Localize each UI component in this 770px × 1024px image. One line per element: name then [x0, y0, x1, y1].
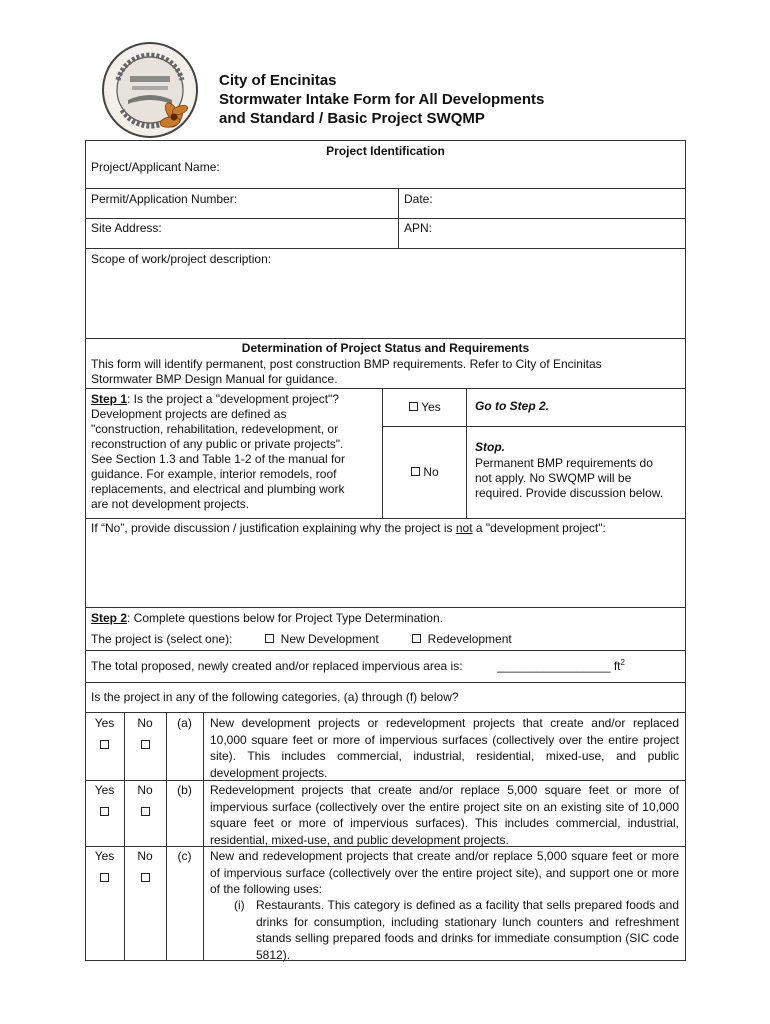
checkbox-icon[interactable] [141, 807, 150, 816]
step2-instruction-text: : Complete questions below for Project Type Determination. [127, 611, 443, 625]
option-redevelopment-label: Redevelopment [427, 632, 512, 646]
category-b-letter: (b) [177, 783, 192, 797]
step1-line: Development projects are defined as [91, 407, 287, 421]
column-divider [166, 712, 167, 961]
step1-line: guidance. For example, interior remodels, roof [91, 467, 337, 481]
column-divider [382, 388, 383, 518]
category-a-text: New development projects or redevelopment projects that create and/or replaced 10,000 square feet or more of impervious surfaces (collectively over the entire project site). This includes commercial, industrial, residential, mixed-use, and public development projects. [210, 716, 679, 780]
category-a-yes-label: Yes [94, 716, 115, 730]
section-heading-determination: Determination of Project Status and Requirements [241, 341, 530, 355]
checkbox-icon[interactable] [100, 807, 109, 816]
checkbox-icon[interactable] [141, 873, 150, 882]
option-new-development[interactable] [265, 632, 379, 647]
checkbox-icon[interactable] [411, 467, 420, 476]
step1-line: replacements, and electrical and plumbing work [91, 482, 345, 496]
category-c-text: New and redevelopment projects that create and/or replace 5,000 square feet or more of impervious surface (collectively over the entire project site), and support one or more of the following uses: [210, 849, 679, 896]
category-c-sub-number: (i) [234, 898, 245, 912]
row-divider [382, 426, 686, 427]
step1-no-result-title: Stop. [475, 440, 505, 454]
row-divider [85, 388, 686, 389]
checkbox-icon[interactable] [412, 634, 421, 643]
project-type-select-label: The project is (select one): [91, 632, 233, 646]
row-divider [85, 682, 686, 683]
title-line-1: City of Encinitas [219, 72, 337, 89]
determination-intro-line-2: Stormwater BMP Design Manual for guidance. [91, 372, 338, 386]
row-divider [85, 607, 686, 608]
category-c-sub-text: Restaurants. This category is defined as a facility that sells prepared foods and drinks for consumption, including stationary lunch counters and refreshment stands selling prepared foods and drinks for immediate consumption (SIC code 5812). [256, 898, 679, 962]
city-seal-logo [100, 40, 200, 140]
category-a-no-checkbox[interactable] [124, 738, 166, 753]
step1-line: reconstruction of any public or private projects". [91, 437, 344, 451]
row-divider [85, 218, 686, 219]
apn-label: APN: [404, 221, 433, 235]
category-c-letter: (c) [177, 849, 192, 863]
discussion-not: not [455, 521, 473, 535]
table-right-border [685, 140, 686, 961]
step1-no-result-line: required. Provide discussion below. [475, 486, 664, 500]
area-unit-exponent: 2 [620, 658, 625, 667]
category-b-yes-label: Yes [94, 783, 115, 797]
row-divider [85, 518, 686, 519]
step1-question [91, 392, 339, 407]
form-title [219, 71, 544, 128]
step1-label: Step 1 [91, 392, 128, 406]
category-b-no-label: No [137, 783, 153, 797]
impervious-area-label: The total proposed, newly created and/or replaced impervious area is: [91, 659, 463, 673]
step1-no-result-line: not apply. No SWQMP will be [475, 471, 632, 485]
row-divider [85, 338, 686, 339]
impervious-area-field[interactable] [497, 659, 625, 674]
step1-line: See Section 1.3 and Table 1-2 of the manual for [91, 452, 345, 466]
category-b-text: Redevelopment projects that create and/or replace 5,000 square feet or more of impervious surface (collectively over the entire project site on an existing site of 10,000 square feet or more of impervious surfaces). This includes commercial, industrial, residential, mixed-use, and public development projects. [210, 783, 679, 847]
category-c-no-label: No [137, 849, 153, 863]
table-left-border [85, 140, 86, 961]
table-top-border [85, 140, 686, 141]
step1-discussion-prompt [91, 521, 606, 536]
checkbox-icon[interactable] [265, 634, 274, 643]
column-divider [466, 388, 467, 518]
row-divider [85, 650, 686, 651]
step1-question-text: : Is the project a "development project"? [127, 392, 339, 406]
discussion-prefix: If “No”, provide discussion / justification explaining why the project is [91, 521, 456, 535]
impervious-area-blank: _________________ [497, 659, 611, 673]
step1-no-label: No [423, 465, 439, 479]
step1-yes-label: Yes [421, 400, 441, 414]
section-heading-project-identification: Project Identification [326, 144, 445, 158]
site-address-label: Site Address: [91, 221, 162, 235]
step2-instruction [91, 611, 443, 626]
checkbox-icon[interactable] [409, 402, 418, 411]
column-divider [398, 188, 399, 248]
category-c-yes-label: Yes [94, 849, 115, 863]
step1-no-result-line: Permanent BMP requirements do [475, 456, 653, 470]
step1-line: "construction, rehabilitation, redevelopment, or [91, 422, 339, 436]
category-a-no-label: No [137, 716, 153, 730]
scope-description-label: Scope of work/project description: [91, 252, 272, 266]
category-c-no-checkbox[interactable] [124, 871, 166, 886]
checkbox-icon[interactable] [141, 740, 150, 749]
checkbox-icon[interactable] [100, 873, 109, 882]
date-label: Date: [404, 192, 433, 206]
category-c-yes-checkbox[interactable] [85, 871, 124, 886]
discussion-suffix: a "development project": [472, 521, 606, 535]
checkbox-icon[interactable] [100, 740, 109, 749]
step1-yes-option[interactable] [409, 400, 441, 415]
applicant-name-label: Project/Applicant Name: [91, 160, 220, 174]
step1-yes-result: Go to Step 2. [475, 399, 550, 413]
step1-no-option[interactable] [411, 465, 439, 480]
title-line-2: Stormwater Intake Form for All Developments [219, 91, 545, 108]
category-a-letter: (a) [177, 716, 192, 730]
permit-number-label: Permit/Application Number: [91, 192, 238, 206]
option-redevelopment[interactable] [412, 632, 512, 647]
step1-line: are not development projects. [91, 497, 250, 511]
step2-label: Step 2 [91, 611, 128, 625]
area-unit: ft [613, 659, 621, 673]
categories-question: Is the project in any of the following categories, (a) through (f) below? [91, 690, 459, 704]
row-divider [85, 188, 686, 189]
row-divider [85, 248, 686, 249]
row-divider [85, 712, 686, 713]
category-b-no-checkbox[interactable] [124, 805, 166, 820]
option-new-development-label: New Development [280, 632, 379, 646]
category-b-yes-checkbox[interactable] [85, 805, 124, 820]
column-divider [203, 712, 204, 961]
category-a-yes-checkbox[interactable] [85, 738, 124, 753]
determination-intro-line-1: This form will identify permanent, post construction BMP requirements. Refer to City of Encinitas [91, 357, 602, 371]
title-line-3: and Standard / Basic Project SWQMP [219, 110, 485, 127]
